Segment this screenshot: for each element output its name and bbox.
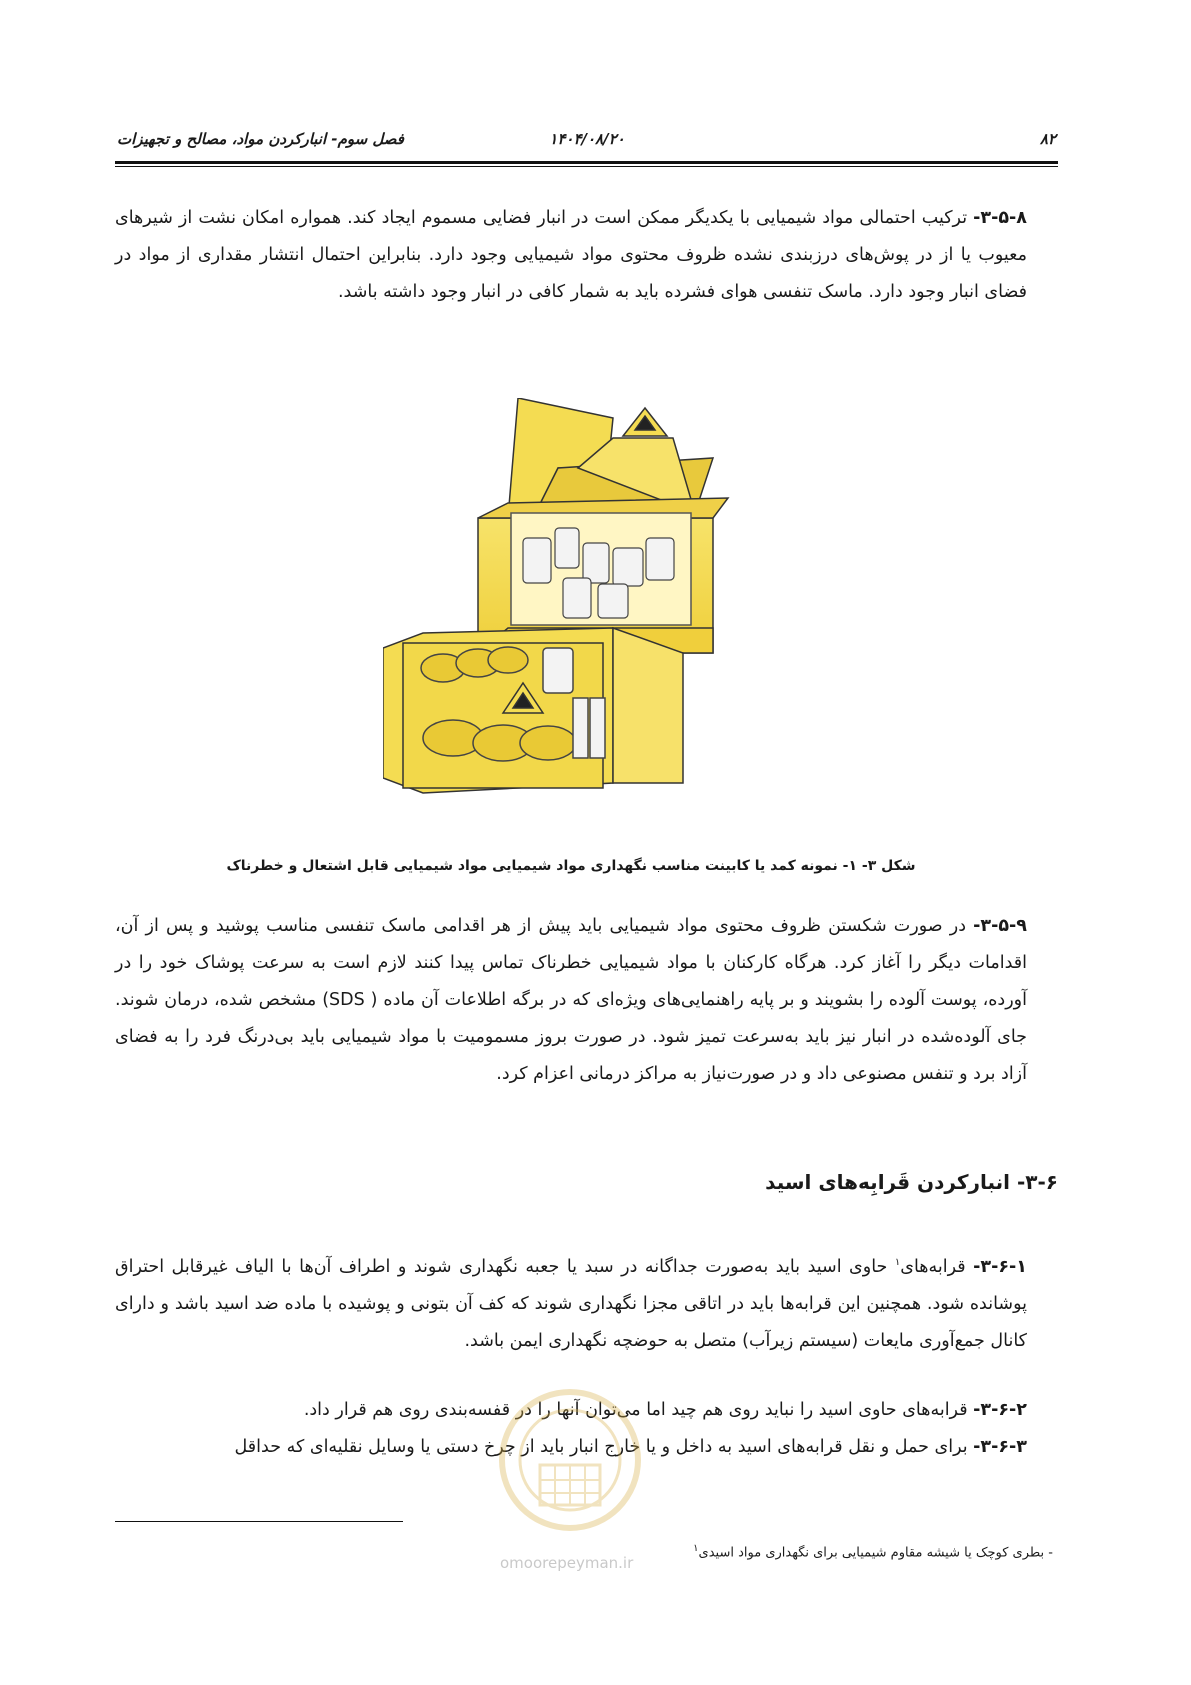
paragraph-number: ۳-۶-۳- <box>973 1437 1027 1457</box>
lower-cabinet <box>383 628 683 793</box>
paragraph-3-5-9 <box>115 908 1027 1093</box>
upper-cabinet <box>478 398 728 653</box>
header-date: ۱۴۰۴/۰۸/۲۰ <box>549 130 625 148</box>
paragraph-number: ۳-۶-۱- <box>973 1256 1027 1277</box>
paragraph-text: قرابه‌های حاوی اسید را نباید روی هم چید اما می‌توان آنها را در قفسه‌بندی روی هم قرار داد. <box>303 1400 974 1420</box>
footnote-rule <box>115 1521 403 1522</box>
paragraph-3-6-1 <box>115 1244 1027 1360</box>
watermark-url: omoorepeyman.ir <box>500 1554 634 1572</box>
footnote-mark: ۱ <box>693 1543 699 1554</box>
page-header <box>117 124 1056 154</box>
section-heading: ۳-۶- انبارکردن قَرابِه‌های اسید <box>765 1170 1058 1194</box>
paragraph-text: ترکیب احتمالی مواد شیمیایی با یکدیگر ممکن است در انبار فضایی مسموم ایجاد کند. همواره امکان نشت از شیرهای معیوب یا از در پوش‌های درزبندی نشده ظروف محتوی مواد شیمیایی وجود دارد. بنابراین احتمال انتشار مقداری از مواد در فضای انبار وجود دارد. ماسک تنفسی هوای فشرده باید به شمار کافی در انبار وجود داشته باشد. <box>115 208 1027 302</box>
footnote-text: - بطری کوچک یا شیشه مقاوم شیمیایی برای نگهداری مواد اسیدی <box>698 1545 1053 1561</box>
paragraph-number: ۳-۶-۲- <box>973 1400 1027 1420</box>
header-rule-thick <box>115 161 1058 164</box>
paragraph-3-5-8 <box>115 200 1027 311</box>
page-number: ۸۲ <box>1039 130 1056 148</box>
chapter-title: فصل سوم- انبارکردن مواد، مصالح و تجهیزات <box>117 130 404 148</box>
chemical-cabinet-illustration <box>383 398 793 806</box>
footnote-reference[interactable]: ۱ <box>894 1257 901 1268</box>
watermark-logo <box>495 1385 645 1545</box>
paragraph-text-cont: حاوی اسید باید به‌صورت جداگانه در سبد یا جعبه نگهداری شوند و اطراف آن‌ها با الیاف غیرقابل احتراق پوشانده شود. همچنین این قرابه‌ها باید در اتاقی مجزا نگهداری شوند که کف آن بتونی و پوشیده با ماده ضد اسید باشد و دارای کانال جمع‌آوری مایعات (سیستم زیرآب) متصل به حوضچه نگهداری ایمن باشد. <box>115 1256 1027 1351</box>
figure-caption: شکل ۳- ۱- نمونه کمد یا کابینت مناسب نگهداری مواد شیمیایی مواد شیمیایی قابل اشتعال و خطرناک <box>226 858 916 874</box>
paragraph-number: ۳-۵-۸- <box>973 208 1027 228</box>
paragraph-number: ۳-۵-۹- <box>973 916 1027 936</box>
paragraph-text: قرابه‌های <box>900 1256 974 1277</box>
header-rule-thin <box>115 166 1058 167</box>
paragraph-text: در صورت شکستن ظروف محتوی مواد شیمیایی باید پیش از هر اقدامی ماسک تنفسی مناسب پوشید و پس از آن، اقدامات دیگر را آغاز کرد. هرگاه کارکنان با مواد شیمیایی خطرناک تماس پیدا کنند لازم است به سرعت پوشاک خود را در آورده، پوست آلوده را بشویند و بر پایه راهنمایی‌های ویژه‌ای که در برگه اطلاعات آن ماده ( SDS) مشخص شده، درمان شوند. جای آلوده‌شده در انبار نیز باید به‌سرعت تمیز شود. در صورت بروز مسمومیت با مواد شیمیایی باید بی‌درنگ فرد را به فضای آزاد برد و تنفس مصنوعی داد و در صورت‌نیاز به مراکز درمانی اعزام کرد. <box>115 916 1027 1084</box>
paragraph-text: برای حمل و نقل قرابه‌های اسید به داخل و یا خارج انبار باید از چرخ دستی یا وسایل نقلیه‌ای که حداقل <box>234 1437 974 1457</box>
footnote <box>693 1543 1053 1560</box>
